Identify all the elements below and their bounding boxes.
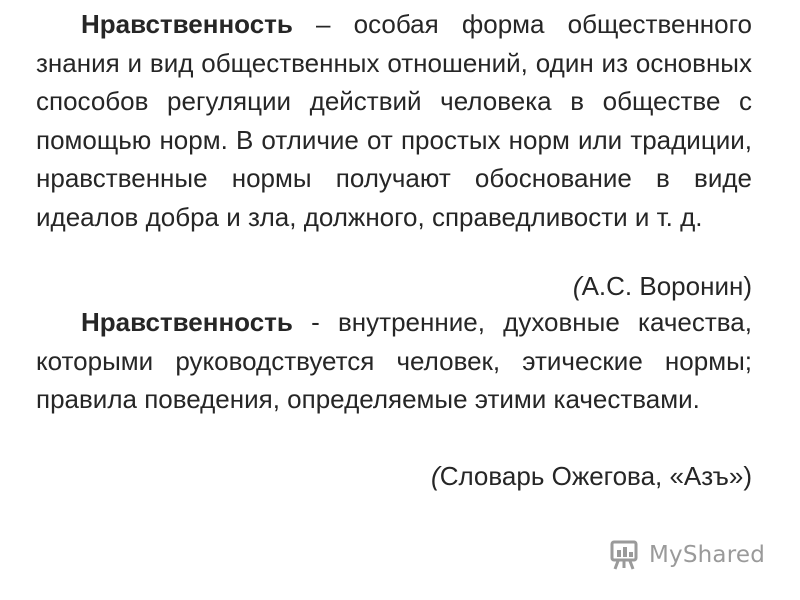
definition-1-source xyxy=(573,267,752,305)
watermark xyxy=(609,535,765,575)
definition-1-body: – особая форма общественного знания и вид общественных отношений, один из основных способов регуляции действий человека в обществе с помощью норм. В отличие от простых норм или традиции, нравственные нормы получают обоснование в виде идеалов добра и зла, должного, справедливости и т. д. xyxy=(36,9,752,232)
definition-1-paragraph xyxy=(36,5,752,236)
watermark-text: MyShared xyxy=(649,542,766,568)
definition-2-source xyxy=(431,457,752,495)
myshared-logo-icon xyxy=(609,538,643,572)
definition-2-term: Нравственность xyxy=(81,307,293,337)
definition-2-paragraph xyxy=(36,303,752,419)
definition-1-source-paren: ( xyxy=(572,271,582,301)
definition-1-term: Нравственность xyxy=(81,9,293,39)
definition-2-source-paren: ( xyxy=(431,461,440,491)
definition-2-source-text: Словарь Ожегова, «Азъ») xyxy=(439,461,752,491)
definition-1-source-text: А.С. Воронин) xyxy=(581,271,752,301)
definition-2-body: - внутренние, духовные качества, которыми руководствуется человек, этические нормы; правила поведения, определяемые этими качествами. xyxy=(36,307,752,414)
